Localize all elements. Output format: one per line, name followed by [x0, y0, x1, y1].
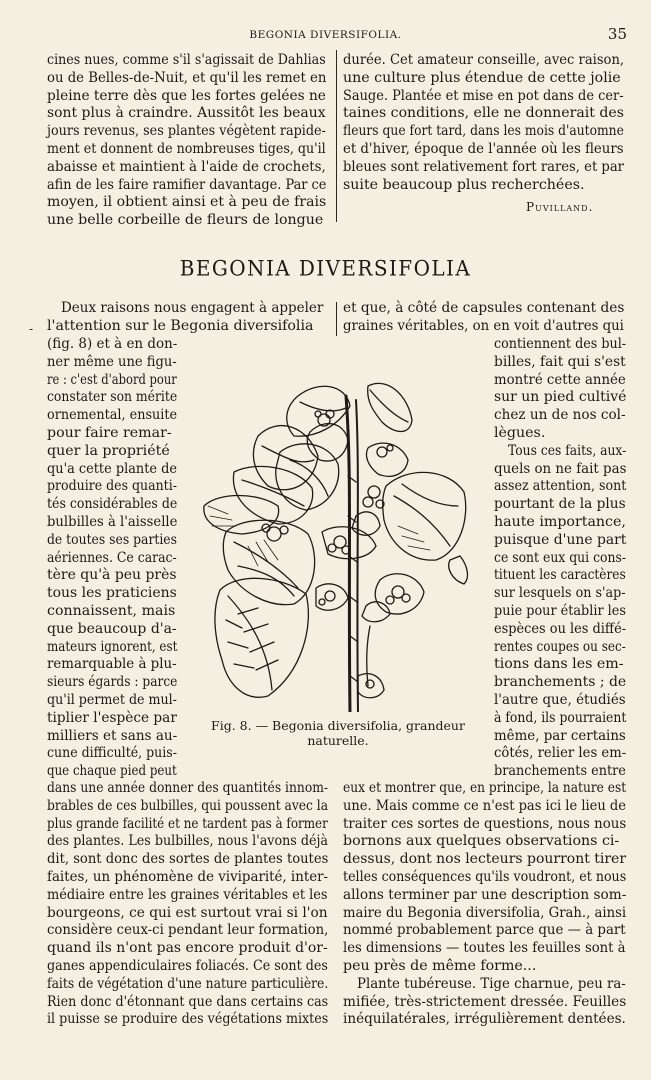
text-line: suite beaucoup plus recherchées.: [343, 176, 585, 193]
text-line: une belle corbeille de fleurs de longue: [47, 212, 324, 229]
text-line: bulbilles à l'aisselle: [47, 514, 178, 530]
text-line: qu'il permet de mul-: [47, 692, 177, 708]
text-line: Rien donc d'étonnant que dans certains cas: [47, 993, 329, 1010]
text-line: de toutes ses parties: [47, 531, 177, 548]
text-line: chez un de nos col-: [494, 407, 626, 424]
text-line: remarquable à plu-: [47, 656, 177, 673]
text-line: dessus, dont nos lecteurs pourront tirer: [343, 851, 627, 868]
text-line: ner même une figu-: [47, 353, 177, 370]
page-number: 35: [607, 25, 627, 43]
text-line: eux et montrer que, en principe, la nature est: [343, 780, 627, 796]
text-line: qu'a cette plante de: [47, 460, 178, 477]
text-line: rentes coupes ou sec-: [494, 638, 626, 655]
text-line: graines véritables, on en voit d'autres qui: [343, 317, 624, 334]
text-line: Plante tubéreuse. Tige charnue, peu ra-: [357, 975, 626, 992]
text-line: tiplier l'espèce par: [47, 709, 177, 726]
text-line: pour faire remar-: [47, 425, 172, 441]
text-line: allons terminer par une description som-: [343, 886, 627, 903]
text-line: produire des quanti-: [47, 478, 177, 495]
text-line: (fig. 8) et à en don-: [47, 336, 178, 352]
text-line: haute importance,: [494, 514, 626, 530]
text-line: les dimensions — toutes les feuilles sont à: [343, 940, 626, 957]
text-line: quand ils n'ont pas encore produit d'or-: [47, 940, 328, 957]
text-line: milliers et sans au-: [47, 727, 178, 744]
running-title: BEGONIA DIVERSIFOLIA.: [249, 29, 402, 41]
article-title: BEGONIA DIVERSIFOLIA: [179, 255, 472, 281]
text-line: abaisse et maintient à l'aide de crochets,: [47, 158, 326, 175]
text-line: tous les praticiens: [47, 585, 177, 602]
text-line: que chaque pied peut: [47, 763, 177, 780]
text-line: inéquilatérales, irrégulièrement dentées.: [343, 1011, 626, 1028]
text-line: plus grande facilité et ne tardent pas à former: [47, 815, 328, 832]
text-line: et d'hiver, époque de l'année où les fleurs: [343, 141, 624, 157]
text-line: fleurs que fort tard, dans les mois d'automne: [343, 123, 624, 140]
column-rule-top: [336, 50, 337, 222]
text-line: assez attention, sont: [494, 478, 627, 495]
text-line: quer la propriété: [47, 442, 170, 459]
author-signature: Puvilland.: [526, 200, 594, 214]
text-line: traiter ces sortes de questions, nous nous: [343, 815, 627, 832]
text-line: bourgeons, ce qui est surtout vrai si l'on: [47, 904, 328, 921]
text-line: et que, à côté de capsules contenant des: [343, 300, 625, 316]
text-line: afin de les faire ramifier davantage. Par ce: [47, 176, 327, 193]
text-line: Tous ces faits, aux-: [508, 442, 627, 459]
text-line: telles conséquences qu'ils voudront, et nous: [343, 869, 627, 885]
text-line: pourtant de la plus: [494, 496, 626, 513]
text-line: une. Mais comme ce n'est pas ici le lieu de: [343, 797, 626, 814]
text-line: aériennes. Ce carac-: [47, 549, 177, 566]
text-line: bornons aux quelques observations ci-: [343, 833, 620, 850]
text-line: ou de Belles-de-Nuit, et qu'il les remet en: [47, 69, 327, 86]
text-line: ganes appendiculaires foliacés. Ce sont des: [47, 958, 328, 974]
text-line: puisque d'une part: [494, 531, 627, 548]
text-line: lègues.: [494, 425, 546, 441]
text-line: même, par certains: [494, 727, 626, 744]
text-line: ornemental, ensuite: [47, 407, 178, 424]
text-line: à fond, ils pourraient: [494, 709, 627, 726]
text-line: l'attention sur le Begonia diversifolia: [47, 317, 314, 334]
text-line: espèces ou les diffé-: [494, 620, 627, 637]
text-line: contiennent des bul-: [494, 336, 627, 352]
text-line: connaissent, mais: [47, 603, 176, 619]
text-line: brables de ces bulbilles, qui poussent avec la: [47, 797, 329, 814]
text-line: cune difficulté, puis-: [47, 745, 177, 762]
text-line: sur lesquels on s'ap-: [494, 585, 626, 602]
text-line: tions dans les em-: [494, 656, 624, 673]
text-line: considère ceux-ci pendant leur formation,: [47, 922, 329, 939]
text-line: mateurs ignorent, est: [47, 638, 178, 655]
figure-caption: Fig. 8. — Begonia diversifolia, grandeur naturelle.: [211, 718, 465, 748]
text-line: quels on ne fait pas: [494, 460, 627, 477]
text-line: tés considérables de: [47, 496, 178, 513]
text-line: puie pour établir les: [494, 603, 626, 619]
text-line: mifiée, très-strictement dressée. Feuilles: [343, 993, 627, 1010]
begonia-illustration: [198, 356, 478, 712]
text-line: une culture plus étendue de cette jolie: [343, 69, 621, 86]
text-line: sont plus à craindre. Aussitôt les beaux: [47, 105, 326, 122]
text-line: dit, sont donc des sortes de plantes toutes: [47, 851, 329, 868]
text-line: l'autre que, étudiés: [494, 692, 626, 708]
text-line: des plantes. Les bulbilles, nous l'avons déjà: [47, 833, 328, 850]
text-line: cines nues, comme s'il s'agissait de Dahlias: [47, 52, 326, 68]
text-line: côtés, relier les em-: [494, 745, 627, 762]
column-rule-article: [336, 302, 337, 336]
text-line: médiaire entre les graines véritables et les: [47, 886, 328, 903]
text-line: taines conditions, elle ne donnerait des: [343, 105, 624, 122]
text-line: tère qu'à peu près: [47, 567, 177, 584]
text-line: nommé probablement parce que — à part: [343, 922, 626, 939]
margin-mark: -: [29, 322, 34, 336]
text-line: faites, un phénomène de viviparité, inter-: [47, 869, 329, 885]
text-line: sieurs égards : parce: [47, 674, 178, 691]
text-line: branchements ; de: [494, 674, 627, 691]
text-line: Sauge. Plantée et mise en pot dans de cer-: [343, 87, 624, 104]
text-line: tituent les caractères: [494, 567, 626, 584]
text-line: constater son mérite: [47, 389, 178, 406]
text-line: branchements entre: [494, 763, 626, 780]
text-line: sur un pied cultivé: [494, 389, 627, 406]
text-line: montré cette année: [494, 371, 626, 388]
text-line: durée. Cet amateur conseille, avec raison,: [343, 52, 625, 68]
text-line: pleine terre dès que les fortes gelées ne: [47, 87, 326, 104]
text-line: re : c'est d'abord pour: [47, 371, 177, 388]
text-line: peu près de même forme...: [343, 958, 537, 974]
text-line: billes, fait qui s'est: [494, 353, 626, 370]
text-line: faits de végétation d'une nature particulière.: [47, 975, 329, 992]
text-line: il puisse se produire des végétations mixtes: [47, 1011, 329, 1028]
text-line: maire du Begonia diversifolia, Grah., ainsi: [343, 904, 627, 921]
text-line: Deux raisons nous engagent à appeler: [61, 300, 324, 316]
text-line: jours revenus, ses plantes végètent rapide-: [47, 123, 326, 140]
text-line: ce sont eux qui cons-: [494, 549, 627, 566]
text-line: moyen, il obtient ainsi et à peu de frais: [47, 194, 327, 211]
text-line: que beaucoup d'a-: [47, 620, 177, 637]
text-line: dans une année donner des quantités innom-: [47, 780, 329, 796]
text-line: bleues sont relativement fort rares, et par: [343, 158, 624, 175]
page-header: [0, 25, 651, 43]
text-line: ment et donnent de nombreuses tiges, qu'il: [47, 141, 326, 157]
